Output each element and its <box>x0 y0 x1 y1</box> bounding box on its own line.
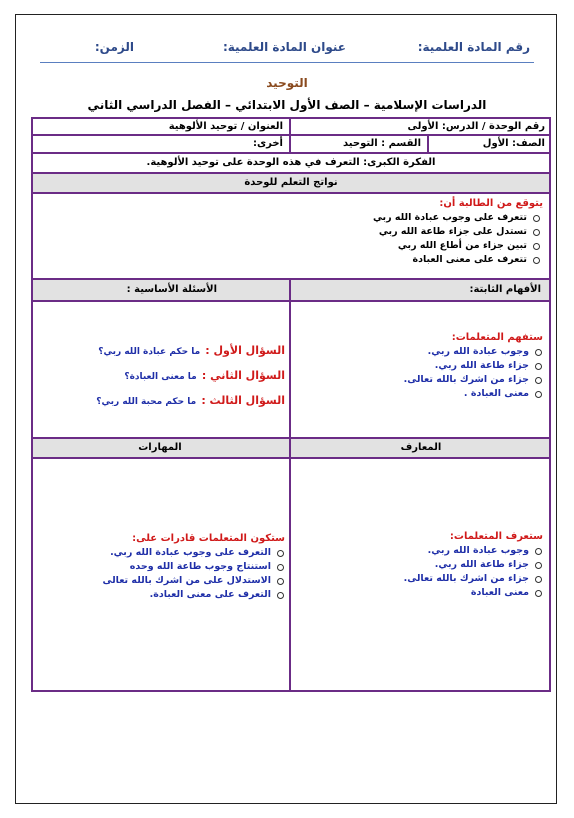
knowledge-header: المعارف <box>400 442 442 453</box>
list-item: جزاء طاعة الله ربي. <box>404 359 543 373</box>
list-item: وجوب عبادة الله ربي. <box>404 345 543 359</box>
list-item: تستدل على جزاء طاعة الله ربي <box>373 225 541 239</box>
skills-list <box>102 546 285 602</box>
list-item: معنى العبادة <box>404 586 543 600</box>
expected-heading: يتوقع من الطالبة أن: <box>439 198 543 209</box>
understand-block <box>404 332 543 401</box>
row-grade-section <box>33 136 549 154</box>
questions-header: الأسئلة الأساسية : <box>126 284 217 295</box>
knowledge-list <box>404 544 543 600</box>
row-understand-questions-header <box>33 280 549 302</box>
divider <box>289 459 291 690</box>
row-understand-questions <box>33 302 549 439</box>
knowledge-block <box>404 531 543 600</box>
row-knowledge-skills-header <box>33 439 549 459</box>
understand-list <box>404 345 543 401</box>
list-item: تبين جزاء من أطاع الله ربي <box>373 239 541 253</box>
list-item: وجوب عبادة الله ربي. <box>404 544 543 558</box>
divider <box>427 136 429 152</box>
expected-block <box>373 198 543 267</box>
knowledge-heading: ستعرف المتعلمات: <box>449 531 543 542</box>
question-3: السؤال الثالث : ما حكم محبة الله ربي؟ <box>96 394 285 407</box>
time-label: الزمن: <box>94 40 134 54</box>
row-unit-title <box>33 119 549 136</box>
row-big-idea <box>33 154 549 174</box>
divider <box>289 136 291 152</box>
other-cell: أخرى: <box>252 138 283 149</box>
list-item: جزاء من اشرك بالله تعالى. <box>404 572 543 586</box>
skills-block <box>102 533 285 602</box>
list-item: استنتاج وجوب طاعة الله وحده <box>102 560 285 574</box>
list-item: التعرف على معنى العبادة. <box>102 588 285 602</box>
questions-block <box>96 338 285 413</box>
divider <box>289 280 291 300</box>
list-item: الاستدلال على من اشرك بالله تعالى <box>102 574 285 588</box>
list-item: تتعرف على وجوب عبادة الله ربي <box>373 211 541 225</box>
understand-heading: ستفهم المتعلمات: <box>451 332 543 343</box>
question-2: السؤال الثاني : ما معنى العبادة؟ <box>124 369 285 382</box>
row-outcomes-header <box>33 174 549 194</box>
unit-lesson-cell: رقم الوحدة / الدرس: الأولى <box>407 121 545 132</box>
unit-plan-table <box>31 117 551 692</box>
expected-list <box>373 211 541 267</box>
list-item: جزاء من اشرك بالله تعالى. <box>404 373 543 387</box>
outcomes-header: نواتج التعلم للوحدة <box>244 177 338 188</box>
row-expected <box>33 194 549 280</box>
skills-heading: ستكون المتعلمات قادرات على: <box>132 533 285 544</box>
subject-title-label: عنوان المادة العلمية: <box>222 40 346 54</box>
course-subtitle: الدراسات الإسلامية – الصف الأول الابتدائي – الفصل الدراسي الثاني <box>87 98 487 112</box>
big-idea-cell: الفكرة الكبرى: التعرف في هذه الوحدة على توحيد الألوهية. <box>146 157 436 168</box>
section-cell: القسم : التوحيد <box>343 138 421 149</box>
list-item: معنى العبادة . <box>404 387 543 401</box>
list-item: تتعرف على معنى العبادة <box>373 253 541 267</box>
understandings-header: الأفهام الثابتة: <box>469 284 541 295</box>
subject-number-label: رقم المادة العلمية: <box>417 40 530 54</box>
row-knowledge-skills <box>33 459 549 690</box>
list-item: التعرف على وجوب عبادة الله ربي. <box>102 546 285 560</box>
topic-title: التوحيد <box>266 76 308 90</box>
header-divider <box>40 62 534 63</box>
divider <box>289 302 291 437</box>
list-item: جزاء طاعة الله ربي. <box>404 558 543 572</box>
lesson-title-cell: العنوان / توحيد الألوهية <box>168 121 283 132</box>
skills-header: المهارات <box>138 442 182 453</box>
grade-cell: الصف: الأول <box>482 138 545 149</box>
question-1: السؤال الأول : ما حكم عبادة الله ربي؟ <box>98 344 285 357</box>
divider <box>289 439 291 457</box>
divider <box>289 119 291 134</box>
